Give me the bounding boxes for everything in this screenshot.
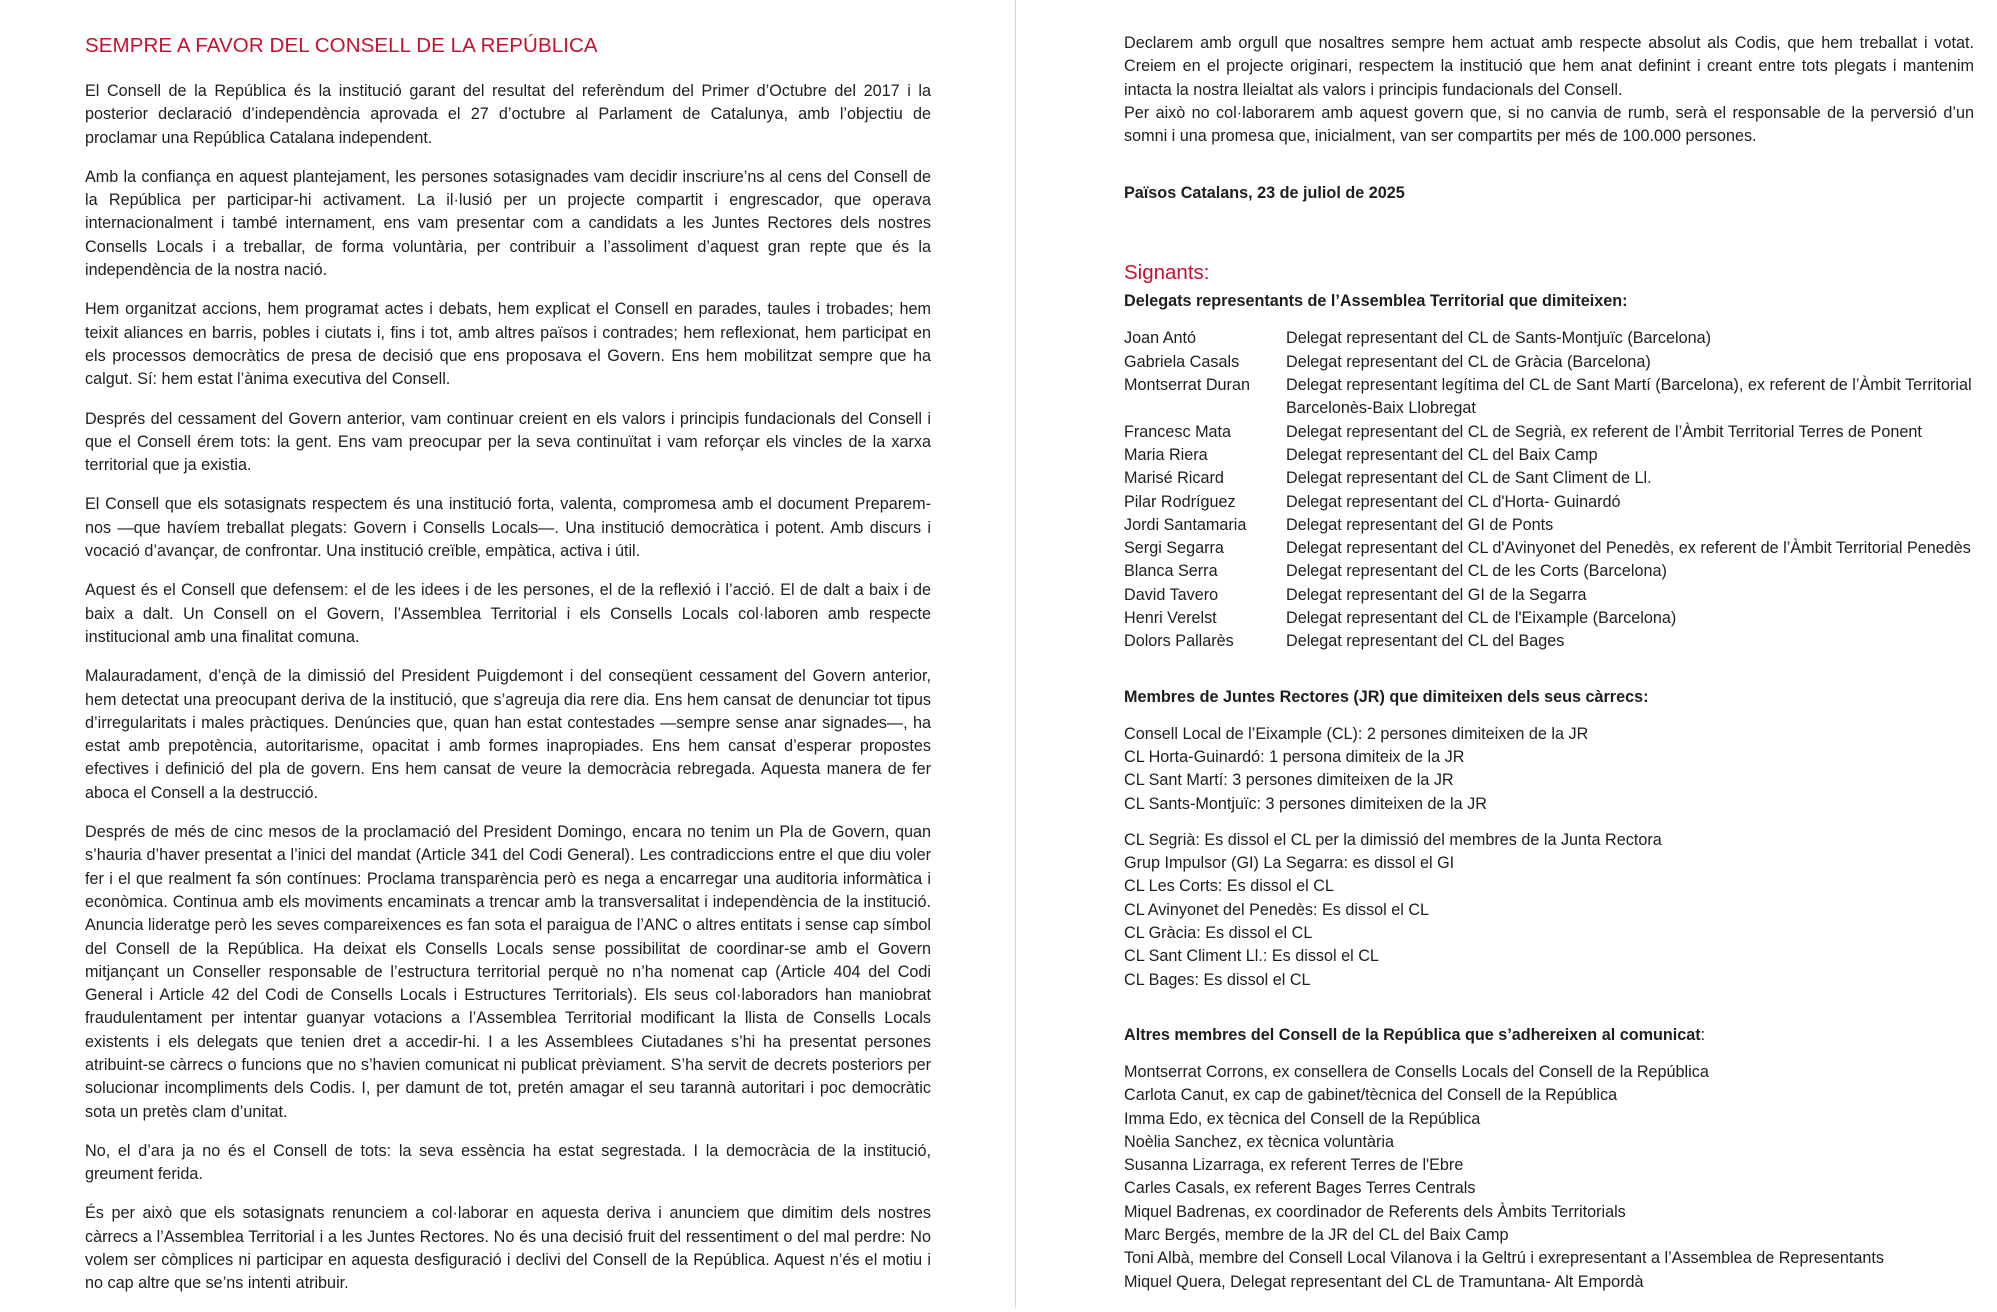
delegat-role: Delegat representant del CL del Baix Camp [1286,445,1598,464]
list-item: CL Gràcia: Es dissol el CL [1124,924,1313,943]
delegat-name: Montserrat Duran [1124,376,1250,395]
paragraph-10: És per això que els sotasignats renunciem a col·laborar en aquesta deriva i anunciem que dimitim dels nostres càrrecs a l’Assemblea Territorial i a les Juntes Rectores. No és una decisió fruit del ressentiment o del mal perdre: No volem ser còmplices ni participar en aquesta desfiguració i declivi del Consell de la República. Aquest n’és el motiu i no cap altre que se’ns intenti atribuir. [85,1204,931,1293]
delegat-row [1124,327,1974,350]
paragraph-3: Hem organitzat accions, hem programat actes i debats, hem explicat el Consell en parades, taules i trobades; hem teixit aliances en barris, pobles i ciutats i, fins i tot, amb altres països i contrades; hem reflexionat, hem participat en els processos democràtics de presa de decisió que ens proposava el Govern. Ens hem mobilitzat sempre que ha calgut. Sí: hem estat l’ànima executiva del Consell. [85,300,931,389]
delegat-role: Delegat representant del CL de les Corts (Barcelona) [1286,562,1667,581]
list-gap [1124,816,1974,829]
intro-paragraph-2: Per això no col·laborarem amb aquest govern que, si no canvia de rumb, serà el responsable de la perversió d’un somni i una promesa que, inicialment, van ser compartits per més de 100.000 persones. [1124,103,1974,146]
paragraph-1: El Consell de la República és la institució garant del resultat del referèndum del Primer d’Octubre del 2017 i la posterior declaració d’independència aprovada el 27 d’octubre al Parlament de Catalunya, amb l’objectiu de proclamar una República Catalana independent. [85,82,931,147]
list-item: Carles Casals, ex referent Bages Terres Centrals [1124,1179,1476,1198]
delegat-name: Sergi Segarra [1124,539,1224,558]
delegat-row [1124,444,1974,467]
delegat-row [1124,630,1974,653]
paragraph-2: Amb la confiança en aquest plantejament, les persones sotasignades vam decidir inscriure’ns al cens del Consell de la República per participar-hi activament. La il·lusió per un projecte compartit i engrescador, que operava internacionalment i també internament, ens vam presentar com a candidats a les Juntes Rectores dels nostres Consells Locals i a treballar, de forma voluntària, per contribuir a l’assoliment d’aquest gran repte que és la independència de la nostra nació. [85,167,931,280]
delegat-row [1124,584,1974,607]
heading-colon: : [1700,1025,1706,1044]
altres-membres-list [1124,1061,1974,1294]
list-item: Noèlia Sanchez, ex tècnica voluntària [1124,1132,1394,1151]
delegat-name: Joan Antó [1124,329,1197,348]
delegat-role: Delegat representant del CL de Segrià, ex referent de l’Àmbit Territorial Terres de Ponent [1286,422,1922,441]
delegat-name: Dolors Pallarès [1124,632,1234,651]
delegat-role: Delegat representant del CL de Sants-Montjuïc (Barcelona) [1286,329,1712,348]
delegats-list [1124,327,1974,653]
paragraph-5: El Consell que els sotasignats respectem és una institució forta, valenta, compromesa amb el document Preparem-nos —que havíem treballat plegats: Govern i Consells Locals—. Una institució democràtica i potent. Amb discurs i vocació d’avançar, de confrontar. Una institució creïble, empàtica, activa i útil. [85,495,931,561]
delegat-name: Jordi Santamaria [1124,515,1247,534]
list-item: Miquel Badrenas, ex coordinador de Referents dels Àmbits Territorials [1124,1202,1626,1221]
list-item: Marc Bergés, membre de la JR del CL del Baix Camp [1124,1225,1509,1244]
delegat-name: Henri Verelst [1124,609,1217,628]
altres-membres-heading-text: Altres membres del Consell de la República que s’adhereixen al comunicat [1124,1025,1701,1044]
delegat-row [1124,514,1974,537]
list-item: Montserrat Corrons, ex consellera de Consells Locals del Consell de la República [1124,1062,1709,1081]
document-title: SEMPRE A FAVOR DEL CONSELL DE LA REPÚBLICA [85,34,598,57]
delegat-name: Pilar Rodríguez [1124,492,1236,511]
signants-title: Signants: [1124,261,1210,285]
delegat-name: Maria Riera [1124,445,1208,464]
intro-paragraph-1: Declarem amb orgull que nosaltres sempre hem actuat amb respecte absolut als Codis, que hem treballat i votat. Creiem en el projecte originari, respectem la institució que hem anat definint i creant entre tots plegats i mantenim intacta la nostra lleialtat als valors i principis fundacionals del Consell. [1124,34,1974,99]
paragraph-4: Després del cessament del Govern anterior, vam continuar creient en els valors i principis fundacionals del Consell i que el Consell érem tots: la gent. Ens vam preocupar per la seva continuïtat i vam reforçar els vincles de la xarxa territorial que ja existia. [85,409,931,475]
delegat-role: Delegat representant del CL d'Horta- Guinardó [1286,492,1621,511]
delegat-role: Delegat representant del CL d'Avinyonet del Penedès, ex referent de l’Àmbit Territorial Penedès [1286,539,1971,558]
delegat-role: Delegat representant del CL de Sant Climent de Ll. [1286,469,1652,488]
list-item: CL Sants-Montjuïc: 3 persones dimiteixen de la JR [1124,794,1487,813]
list-item: CL Segrià: Es dissol el CL per la dimissió del membres de la Junta Rectora [1124,830,1662,849]
paragraph-9: No, el d’ara ja no és el Consell de tots: la seva essència ha estat segrestada. I la democràcia de la institució, greument ferida. [85,1141,931,1184]
paragraph-8: Després de més de cinc mesos de la proclamació del President Domingo, encara no tenim un Pla de Govern, quan s’hauria d’haver presentat a l’inici del mandat (Article 341 del Codi General). Les contradiccions entre el que diu voler fer i el que realment fa són contínues: Proclama transparència però es nega a encarregar una auditoria informàtica i econòmica. Continua amb els moviments encaminats a trencar amb la transversalitat i independència de la institució. Anuncia lideratge però les seves compareixences es fan sota el paraigua de l’ANC o altres entitats i sense cap símbol del Consell de la República. Ha deixat els Consells Locals sense possibilitat de coordinar-se amb el Govern mitjançant un Conseller responsable de l’estructura territorial perquè no n’ha nomenat cap (Article 404 del Codi General i Article 42 del Codi de Consells Locals i Estructures Territorials). Els seus col·laboradors han maniobrat fraudulentament per intentar guanyar votacions a l’Assemblea Territorial modificant la llista de Consells Locals existents i els delegats que tenien dret a accedir-hi. I a les Assemblees Ciutadanes s’hi ha presentat persones atribuint-se càrrecs o funcions que no s’havien comunicat ni publicat prèviament. S’ha servit de decrets posteriors per solucionar incompliments dels Codis. I, per damunt de tot, pretén amagar el seu tarannà autoritari i poc democràtic sota un pretès clam d’unitat. [85,823,931,1121]
delegat-row [1124,374,1974,421]
delegat-name: David Tavero [1124,585,1219,604]
list-item: Susanna Lizarraga, ex referent Terres de l'Ebre [1124,1156,1464,1175]
list-item: CL Bages: Es dissol el CL [1124,970,1311,989]
delegat-role: Delegat representant del CL de Gràcia (Barcelona) [1286,352,1651,371]
list-item: Consell Local de l’Eixample (CL): 2 persones dimiteixen de la JR [1124,724,1589,743]
delegat-role: Delegat representant legítima del CL de Sant Martí (Barcelona), ex referent de l’Àmbit Territorial Barcelonès-Baix Llobregat [1286,376,1972,418]
list-item: CL Sant Climent Ll.: Es dissol el CL [1124,947,1379,966]
delegat-row [1124,607,1974,630]
delegat-name: Blanca Serra [1124,562,1218,581]
delegat-role: Delegat representant del CL de l'Eixample (Barcelona) [1286,609,1677,628]
delegat-name: Francesc Mata [1124,422,1232,441]
paragraph-7: Malauradament, d’ençà de la dimissió del President Puigdemont i del conseqüent cessament del Govern anterior, hem detectat una preocupant deriva de la institució, que s’agreuja dia rere dia. Ens hem cansat de denunciar tot tipus d’irregularitats i males pràctiques. Denúncies que, quan han estat contestades —sempre sense anar signades—, ha estat amb prepotència, autoritarisme, opacitat i amb formes inapropiades. Ens hem cansat d’esperar propostes efectives i definició del pla de govern. Ens hem cansat de veure la democràcia rebregada. Aquesta manera de fer aboca el Consell a la destrucció. [85,667,931,802]
altres-membres-heading [1124,1024,1974,1047]
paragraph-6: Aquest és el Consell que defensem: el de les idees i de les persones, el de la reflexió i l’acció. El de dalt a baix i de baix a dalt. Un Consell on el Govern, l’Assemblea Territorial i els Consells Locals col·laboren amb respecte institucional amb una finalitat comuna. [85,581,931,646]
delegat-row [1124,491,1974,514]
juntes-rectores-list [1124,723,1974,992]
delegat-row [1124,467,1974,490]
delegats-heading: Delegats representants de l’Assemblea Territorial que dimiteixen: [1124,292,1628,311]
delegat-row [1124,537,1974,560]
juntes-rectores-heading: Membres de Juntes Rectores (JR) que dimiteixen dels seus càrrecs: [1124,687,1649,706]
delegat-name: Gabriela Casals [1124,352,1240,371]
list-item: CL Horta-Guinardó: 1 persona dimiteix de la JR [1124,747,1465,766]
list-item: Miquel Quera, Delegat representant del CL de Tramuntana- Alt Empordà [1124,1272,1644,1291]
delegat-role: Delegat representant del GI de Ponts [1286,515,1554,534]
list-item: Grup Impulsor (GI) La Segarra: es dissol el GI [1124,854,1455,873]
list-item: Carlota Canut, ex cap de gabinet/tècnica del Consell de la República [1124,1086,1618,1105]
delegat-role: Delegat representant del CL del Bages [1286,632,1565,651]
document-date: Països Catalans, 23 de juliol de 2025 [1124,184,1405,203]
delegat-row [1124,421,1974,444]
right-column [1124,32,1974,1294]
delegat-row [1124,351,1974,374]
column-divider [1015,0,1016,1308]
delegat-row [1124,560,1974,583]
list-item: Imma Edo, ex tècnica del Consell de la República [1124,1109,1481,1128]
list-item: CL Les Corts: Es dissol el CL [1124,877,1334,896]
left-column [85,34,931,1312]
list-item: CL Avinyonet del Penedès: Es dissol el CL [1124,900,1430,919]
list-item: CL Sant Martí: 3 persones dimiteixen de la JR [1124,771,1454,790]
list-item: Toni Albà, membre del Consell Local Vilanova i la Geltrú i exrepresentant a l’Assemblea de Representants [1124,1249,1885,1268]
delegat-role: Delegat representant del GI de la Segarra [1286,585,1587,604]
delegat-name: Marisé Ricard [1124,469,1224,488]
